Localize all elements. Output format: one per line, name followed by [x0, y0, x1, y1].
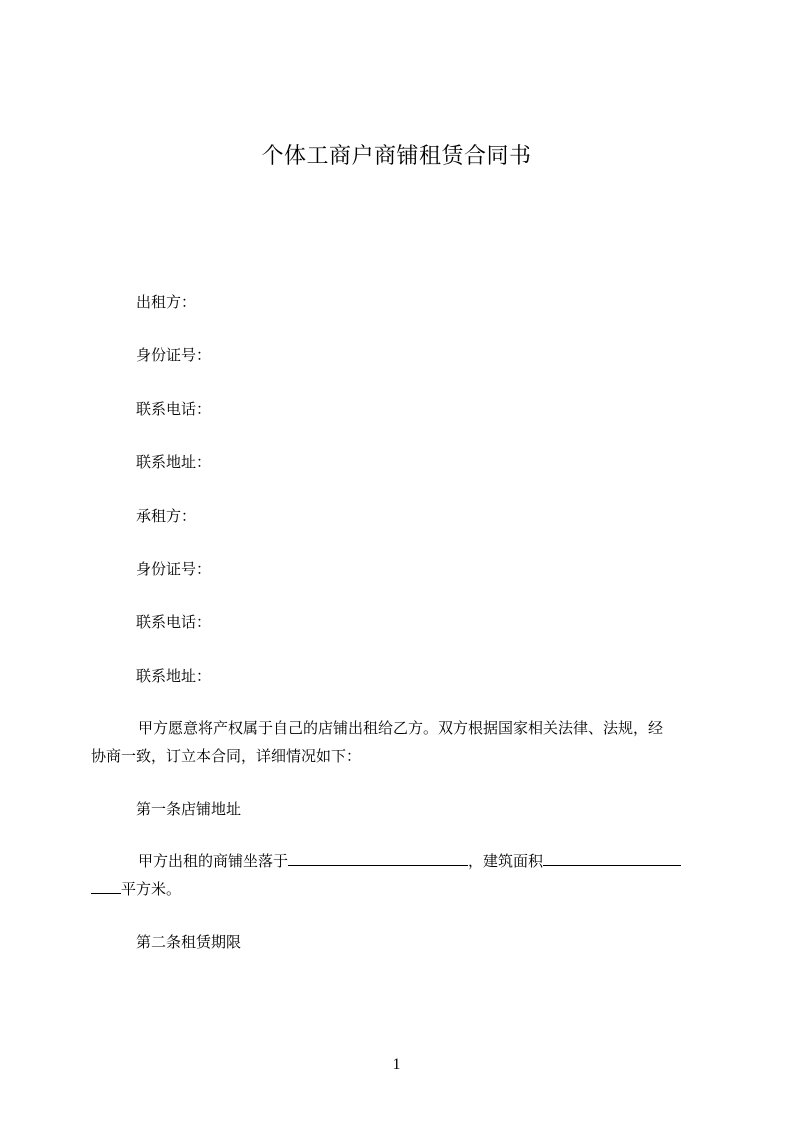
article-1-text-part-1: 甲方出租的商铺坐落于: [138, 852, 289, 870]
lessee-phone-label: 联系电话：: [136, 613, 212, 631]
lessee-id-label: 身份证号：: [136, 560, 212, 578]
address-blank: [288, 849, 468, 866]
intro-line-1: 甲方愿意将产权属于自己的店铺出租给乙方。双方根据国家相关法律、法规，经: [138, 719, 664, 737]
article-1-line-2: [91, 875, 707, 903]
article-1-text-part-3: 平方米。: [121, 880, 182, 898]
article-1-text-part-2: ，建筑面积: [468, 852, 544, 870]
page-number: 1: [392, 1056, 401, 1073]
article-1-heading: 第一条店铺地址: [136, 800, 242, 818]
area-blank-2: [91, 877, 121, 894]
document-title: 个体工商户商铺租赁合同书: [261, 144, 532, 169]
article-1-paragraph: [91, 847, 707, 903]
lessor-id-label: 身份证号：: [136, 346, 212, 364]
article-1-line-1: [91, 847, 707, 875]
intro-line-2: 协商一致，订立本合同，详细情况如下：: [91, 747, 362, 765]
lessor-address-label: 联系地址：: [136, 453, 212, 471]
lessee-address-label: 联系地址：: [136, 667, 212, 685]
lessee-name-label: 承租方：: [136, 507, 197, 525]
intro-paragraph: [91, 714, 707, 770]
area-blank-1: [543, 849, 681, 866]
lessor-name-label: 出租方：: [136, 293, 197, 311]
article-2-heading: 第二条租赁期限: [136, 933, 242, 951]
lessor-phone-label: 联系电话：: [136, 400, 212, 418]
